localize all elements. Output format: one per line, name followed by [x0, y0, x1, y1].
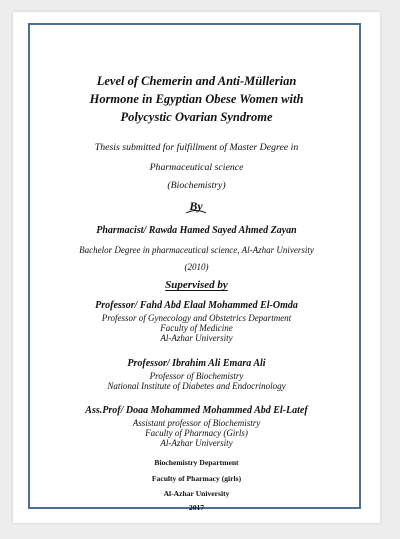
supervisor-3-title: Assistant professor of Biochemistry — [132, 418, 261, 428]
thesis-statement-line-3: (Biochemistry) — [167, 180, 226, 191]
supervisor-2-title: Professor of Biochemistry — [149, 371, 244, 381]
candidate-name: Pharmacist/ Rawda Hamed Sayed Ahmed Zayan — [96, 225, 297, 236]
footer-year: 2017 — [188, 503, 205, 512]
footer-department: Biochemistry Department — [154, 458, 239, 467]
title-line-1: Level of Chemerin and Anti-Müllerian — [96, 74, 297, 88]
footer-faculty: Faculty of Pharmacy (girls) — [151, 474, 242, 483]
supervised-by-heading: Supervised by — [165, 279, 228, 291]
by-calligraphy-icon — [185, 199, 207, 215]
thesis-statement-line-2: Pharmaceutical science — [149, 162, 244, 173]
candidate-year: (2010) — [184, 262, 209, 272]
supervisor-2-institute: National Institute of Diabetes and Endocrinology — [107, 381, 286, 391]
supervisor-3-university: Al-Azhar University — [160, 438, 233, 448]
by-text: By — [189, 199, 203, 213]
footer-university: Al-Azhar University — [163, 489, 230, 498]
supervisor-1-university: Al-Azhar University — [160, 333, 233, 343]
supervisor-1-name: Professor/ Fahd Abd Elaal Mohammed El-Omda — [95, 300, 298, 311]
title-line-2: Hormone in Egyptian Obese Women with — [89, 92, 304, 106]
thesis-statement-line-1: Thesis submitted for fulfillment of Master Degree in — [94, 142, 299, 153]
page-border-frame — [28, 23, 361, 512]
supervisor-3-name: Ass.Prof/ Doaa Mohammed Mohammed Abd El-Latef — [85, 405, 308, 416]
thesis-title — [30, 72, 363, 126]
supervisor-2-name: Professor/ Ibrahim Ali Emara Ali — [127, 358, 266, 369]
title-line-3: Polycystic Ovarian Syndrome — [120, 110, 273, 124]
supervisor-1-faculty: Faculty of Medicine — [160, 323, 233, 333]
document-page — [13, 12, 380, 523]
candidate-degree: Bachelor Degree in pharmaceutical science, Al-Azhar University — [79, 245, 314, 255]
supervisor-1-title: Professor of Gynecology and Obstetrics Department — [101, 313, 292, 323]
supervisor-3-faculty: Faculty of Pharmacy (Girls) — [145, 428, 248, 438]
